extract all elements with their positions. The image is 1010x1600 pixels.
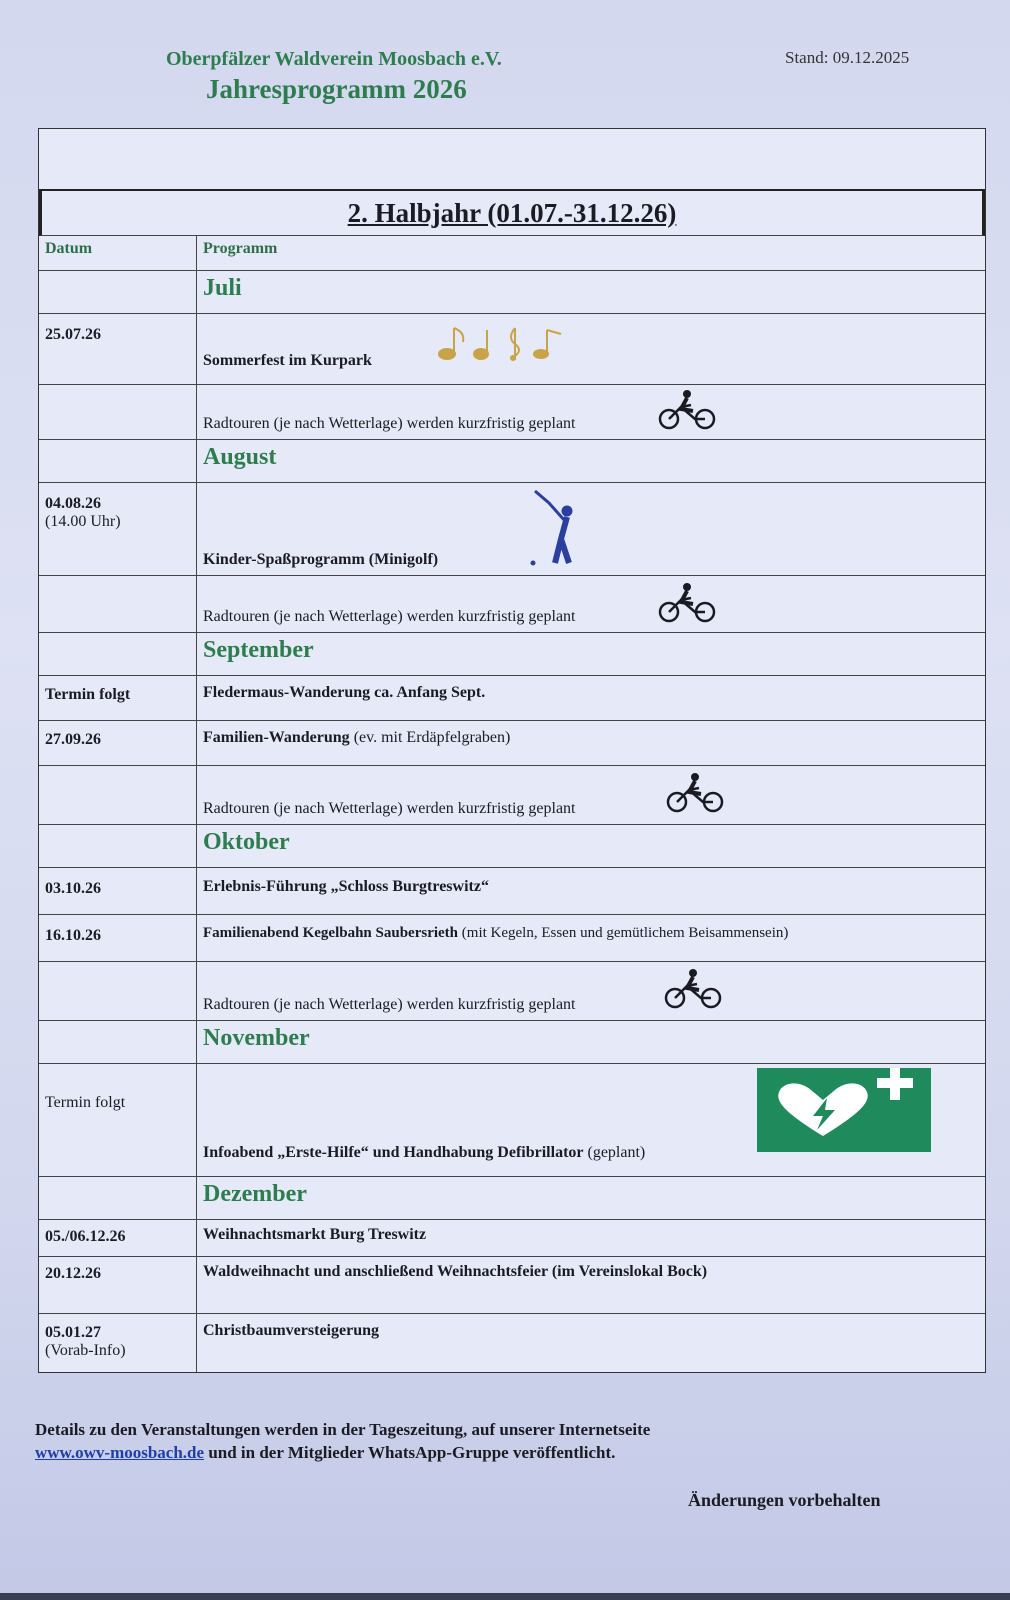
event-title: Infoabend „Erste-Hilfe“ und Handhabung Defibrillator bbox=[203, 1144, 584, 1161]
website-link[interactable]: www.owv-moosbach.de bbox=[35, 1443, 205, 1462]
bicycle-icon bbox=[663, 968, 725, 1010]
month-row-dezember bbox=[39, 1177, 985, 1220]
event-note: (ev. mit Erdäpfelgraben) bbox=[353, 729, 511, 746]
music-notes-icon bbox=[437, 322, 567, 362]
month-label: September bbox=[203, 637, 314, 663]
event-title: Weihnachtsmarkt Burg Treswitz bbox=[203, 1226, 427, 1243]
col-header-program: Programm bbox=[203, 240, 278, 257]
program-table bbox=[38, 128, 986, 1373]
footer-details bbox=[35, 1418, 650, 1464]
event-title: Erlebnis-Führung „Schloss Burgtreswitz“ bbox=[203, 878, 489, 895]
month-row-oktober bbox=[39, 825, 985, 868]
table-row bbox=[39, 576, 985, 633]
event-date: 04.08.26 (14.00 Uhr) bbox=[39, 483, 197, 575]
event-date: 25.07.26 bbox=[39, 314, 197, 384]
footer-line-2 bbox=[35, 1441, 650, 1464]
table-row bbox=[39, 1257, 985, 1314]
golfer-icon bbox=[527, 489, 587, 569]
bicycle-icon bbox=[657, 582, 719, 624]
event-title: Familienabend Kegelbahn Saubersrieth bbox=[203, 925, 459, 941]
event-note: (Vorab-Info) bbox=[45, 1342, 126, 1359]
table-row bbox=[39, 1314, 985, 1372]
month-label: Juli bbox=[203, 275, 242, 301]
changes-reserved-note: Änderungen vorbehalten bbox=[688, 1490, 881, 1510]
event-title: Kinder-Spaßprogramm (Minigolf) bbox=[203, 551, 439, 568]
month-label: August bbox=[203, 444, 277, 470]
event-date: Termin folgt bbox=[39, 676, 197, 720]
table-row bbox=[39, 915, 985, 962]
col-header-date: Datum bbox=[39, 236, 197, 270]
table-row bbox=[39, 314, 985, 385]
event-date: 20.12.26 bbox=[39, 1257, 197, 1313]
footer-line-2-text: und in der Mitglieder WhatsApp-Gruppe veröffentlicht. bbox=[204, 1443, 616, 1462]
table-row bbox=[39, 1064, 985, 1177]
bicycle-icon bbox=[657, 389, 719, 431]
event-title: Radtouren (je nach Wetterlage) werden kurzfristig geplant bbox=[203, 996, 576, 1013]
month-label: Dezember bbox=[203, 1181, 307, 1207]
month-row-november bbox=[39, 1021, 985, 1064]
event-note: (geplant) bbox=[587, 1144, 646, 1161]
event-date: 16.10.26 bbox=[39, 915, 197, 961]
table-row bbox=[39, 962, 985, 1021]
event-title: Fledermaus-Wanderung ca. Anfang Sept. bbox=[203, 684, 486, 701]
event-title: Waldweihnacht und anschließend Weihnachtsfeier (im Vereinslokal Bock) bbox=[203, 1263, 708, 1280]
event-title: Radtouren (je nach Wetterlage) werden kurzfristig geplant bbox=[203, 800, 576, 817]
table-row bbox=[39, 766, 985, 825]
table-row bbox=[39, 868, 985, 915]
half-year-title: 2. Halbjahr (01.07.-31.12.26) bbox=[347, 197, 677, 228]
bottom-edge bbox=[0, 1593, 1010, 1600]
event-date: 05./06.12.26 bbox=[39, 1220, 197, 1256]
table-row bbox=[39, 483, 985, 576]
event-title: Sommerfest im Kurpark bbox=[203, 352, 372, 369]
event-title: Radtouren (je nach Wetterlage) werden kurzfristig geplant bbox=[203, 415, 576, 432]
defibrillator-sign-icon bbox=[757, 1068, 931, 1152]
month-row-september bbox=[39, 633, 985, 676]
page-title: Jahresprogramm 2026 bbox=[206, 74, 467, 104]
table-row bbox=[39, 721, 985, 766]
month-label: November bbox=[203, 1025, 310, 1051]
month-row-juli bbox=[39, 271, 985, 314]
month-row-august bbox=[39, 440, 985, 483]
table-row bbox=[39, 676, 985, 721]
table-top-empty-row bbox=[39, 129, 985, 191]
event-date: Termin folgt bbox=[39, 1064, 197, 1176]
footer-line-1: Details zu den Veranstaltungen werden in der Tageszeitung, auf unserer Internetseite bbox=[35, 1420, 651, 1439]
event-date: 03.10.26 bbox=[39, 868, 197, 914]
month-label: Oktober bbox=[203, 829, 290, 855]
stand-date: Stand: 09.12.2025 bbox=[785, 48, 910, 67]
event-title: Radtouren (je nach Wetterlage) werden kurzfristig geplant bbox=[203, 608, 576, 625]
event-time: (14.00 Uhr) bbox=[45, 513, 121, 530]
table-row bbox=[39, 385, 985, 440]
event-title: Familien-Wanderung bbox=[203, 729, 350, 746]
org-name: Oberpfälzer Waldverein Moosbach e.V. bbox=[166, 48, 502, 70]
half-year-heading bbox=[39, 191, 985, 236]
event-date: 27.09.26 bbox=[39, 721, 197, 765]
event-note: (mit Kegeln, Essen und gemütlichem Beisammensein) bbox=[461, 925, 789, 941]
table-header-row bbox=[39, 236, 985, 271]
event-date: 05.01.27 (Vorab-Info) bbox=[39, 1314, 197, 1372]
bicycle-icon bbox=[665, 772, 727, 814]
event-title: Christbaumversteigerung bbox=[203, 1322, 379, 1339]
table-row bbox=[39, 1220, 985, 1257]
